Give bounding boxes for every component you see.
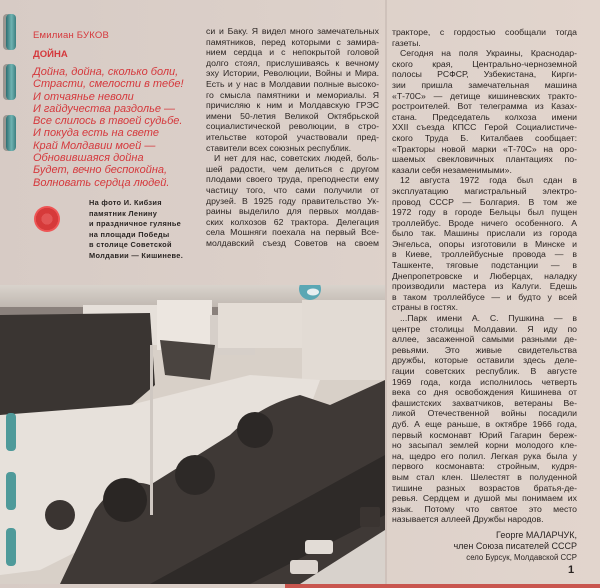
text-line: памятников, перед которыми с замира- [206,36,379,47]
poem [33,30,184,189]
text-line: дружбы, которые оставили здесь деле- [392,355,577,366]
text-line: XXII съезда КПСС Герой Социалистиче- [392,122,577,133]
photo-victory-square-chisinau [0,285,385,584]
photo-caption [89,198,183,262]
poem-line: Обновившаяся дойна [33,152,144,165]
author-signature [453,530,577,563]
text-line: 1972 году в городе Бельцы был пущен [392,207,577,218]
text-line: раины выделило для первых молдав- [206,206,379,217]
text-line: аллее, засаженной самыми разными де- [392,334,577,345]
poem-line: Страсти, смелости в тебе! [33,78,184,91]
text-line: в Киеве, троллейбусные провода — в [392,249,577,260]
text-line: «Т-70С» — детище кишиневских тракто- [392,90,577,101]
text-line: Сегодня на поля Украины, Краснодар- [400,48,577,59]
article-column-3 [392,27,577,525]
text-line: стана. Председатель колхоза имени [392,111,577,122]
text-line: века со дня освобождения Кишинева от [392,387,577,398]
poem-line: Дойна, дойна, сколько боли, [33,66,179,78]
caption-line: в столице Советской [89,240,172,250]
poem-line: И покуда есть на свете [33,127,160,140]
text-line: тракторе, с гордостью сообщали тогда [392,27,577,37]
poem-verse [33,66,184,189]
text-line: газеты. [392,37,421,48]
text-line: гации советских республик. В августе [392,366,577,376]
text-line: ского края, Центрально-черноземной [392,58,577,69]
text-line: ревья. Сердцем и душой мы понимаем их [392,493,577,504]
text-line: 1969 года, когда исполнилось четверть [392,376,577,387]
text-line: язык. Потому что святое это место [392,503,577,514]
text-line: дуб. А еще раньше, в октябре 1966 года, [392,418,577,429]
text-line: шей радости, чем делиться с другом [206,163,379,174]
article-column-2 [206,26,379,248]
text-line: страны в гостях. [392,302,459,313]
text-line: но засыпал землей корни молодого кле- [392,440,577,451]
poem-title: ДОЙНА [33,49,68,60]
text-line: шаемых свекловичных плантациях по- [392,154,577,165]
signature-village: село Бурсук, Молдавской ССР [466,553,577,562]
text-line: провод СССР — Болгария. В том же [392,196,577,207]
text-line: частицу того, что сами получили от [206,184,379,195]
text-line: полосы РСФСР, Узбекистана, Кирги- [392,69,577,80]
text-line: вым стал клен. Шелестят в полуденной [392,471,577,482]
text-line: называется аллеей Дружбы народов. [392,514,544,525]
text-line: И нет для нас, советских людей, боль- [214,153,379,164]
text-line: молдавский съезд Советов на своем [206,237,379,248]
binding-ring-icon [6,14,16,50]
text-line: ских колхозов 62 трактора. Делегация [206,216,379,227]
text-line: первого космонавта: стройным, кудря- [392,461,577,472]
signature-position: член Союза писателей СССР [453,541,577,551]
text-line: ревьями. Это живые свидетельства [392,344,577,355]
page-fold [385,0,387,588]
text-line: первый космонавт Юрий Гагарин береж- [392,429,577,440]
text-line: плодами своего труда, преподнести ему [206,174,379,185]
text-line: друзей. В 1925 году правительство Ук- [206,195,379,206]
text-line: центре столицы Молдавии. Я иду по [392,323,577,334]
ornament-emblem-icon [34,206,60,232]
text-line: ростроителей. Вот телеграмма из Казах- [392,101,577,112]
caption-line: На фото И. Кибзия [89,198,162,207]
caption-line: Молдавии — Кишиневе. [89,250,184,260]
text-line: производили мастера из Калуги. Едешь [392,281,577,292]
text-line: Энгельса, опоры изготовили в Минске и [392,238,577,249]
text-line: тишине разных возрастов братья-де- [392,482,577,493]
text-line: имени 50-летия Великой Октябрьской [206,110,379,121]
poem-line: И гайдучества раздолье — [33,102,176,115]
signature-name: Георге МАЛАРЧУК, [496,530,577,540]
poem-line: Все слилось в твоей судьбе. [33,115,183,128]
text-line: долго стоял, прислушиваясь к вечному [206,57,379,68]
caption-line: памятник Ленину [89,208,158,218]
text-line: было так. Машины прислали из города [392,228,577,239]
text-line: нием сердца и с непокрытой головой [206,47,379,58]
text-line: ставители всех союзных республик. [206,142,351,153]
text-line: 12 августа 1972 года был сдан в [400,175,577,186]
text-line: социалистической революции, в стро- [206,121,379,132]
text-line: фашистских захватчиков, ветераны Ве- [392,397,577,408]
binding-ring-icon [6,64,16,100]
text-line: ительстве которой участвовали пред- [206,131,379,142]
page-number: 1 [568,564,575,576]
text-line: Есть и у нас в Молдавии полные высоко- [206,78,379,89]
caption-line: на площади Победы [89,229,170,239]
text-line: эху Истории, Революции, Войны и Мира. [206,68,379,79]
text-line: си и Баку. Я видел много замечательных [206,26,379,36]
text-line: ского Труда Б. Киталбаев сообщает: [392,132,577,143]
caption-line: и праздничное гулянье [89,219,182,229]
text-line: ликой Отечественной войны посадили [392,408,577,419]
poem-line: И отчаянье неволи [33,90,134,103]
text-line: ...Парк имени А. С. Пушкина — в [400,313,577,324]
text-line: Ташкенте, тяговые подстанции — в [392,260,577,271]
binding-ring-icon [6,115,16,151]
text-line: го смысла памятники и мемориалы. Я [206,89,379,100]
text-line: Днепропетровске и Люберцах, наладку [392,270,577,281]
poem-line: Край Молдавии моей — [33,139,156,152]
text-line: «Тракторы новой марки «Т-70С» на оро- [392,143,577,154]
cover-edge-strip [285,584,600,588]
text-line: эксплуатацию магистральный электро- [392,185,577,196]
text-line: на, щедро его полил. Легкая рука была у [392,450,577,461]
text-line: казали себя незаменимыми». [392,164,512,175]
poem-line: Будет, вечно беспокойна, [33,164,168,177]
poem-line: Волновать сердца людей. [33,176,170,189]
text-line: зии пришла замечательная машина [392,79,577,90]
text-line: троллейбус. Вроде ничего особенного. А [392,217,577,228]
text-line: в таком троллейбусе — и будто у всей [392,291,577,302]
text-line: причисляю к ним и Молдавскую ГРЭС [206,100,379,111]
poem-author: Емилиан БУКОВ [33,30,109,41]
text-line: села Мошняги поехала на первый Все- [206,227,379,238]
